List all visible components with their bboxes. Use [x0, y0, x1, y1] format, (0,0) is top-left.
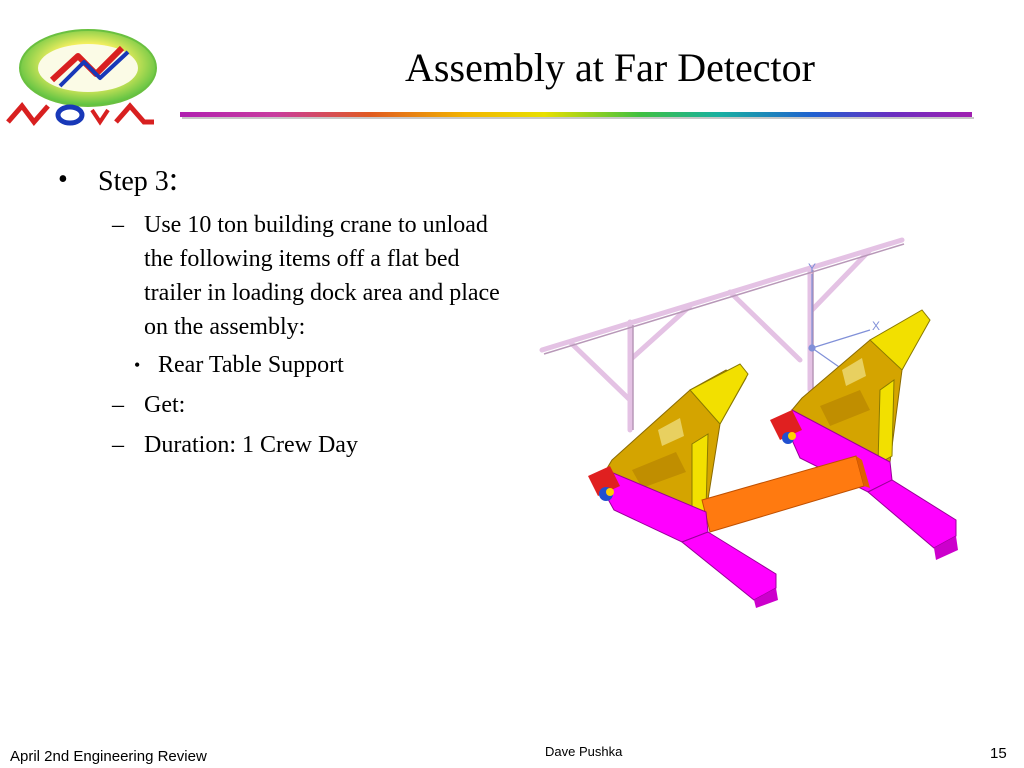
dash-marker: –: [112, 212, 124, 238]
detail-text: Use 10 ton building crane to unload the following items off a flat bed trailer in loading dock area and place on the assembly:: [144, 212, 500, 340]
slide-title: Assembly at Far Detector: [405, 45, 815, 90]
nova-logo: [0, 18, 165, 128]
sub-item-text: Rear Table Support: [158, 352, 344, 378]
detail-text: Get:: [144, 392, 186, 418]
slide-number: 15: [990, 745, 1007, 762]
bullet-step: [58, 160, 518, 462]
axis-label-y: Y: [808, 261, 817, 275]
crossbeam: [702, 456, 870, 532]
dash-marker: –: [112, 432, 124, 458]
footer-author: Dave Pushka: [545, 744, 623, 759]
footer-event: April 2nd Engineering Review: [10, 748, 207, 765]
assembly-cad-image: [530, 230, 970, 610]
step-label: Step 3: [98, 166, 169, 197]
step-colon: :: [168, 161, 179, 198]
item-list: [134, 348, 518, 382]
dash-marker: –: [112, 392, 124, 418]
title-rule-shadow: [182, 117, 974, 119]
slide-body: [58, 160, 518, 468]
detail-item: [98, 388, 518, 422]
sub-bullet-marker: •: [134, 355, 141, 375]
detail-item: [98, 208, 518, 382]
sub-item: [114, 348, 518, 382]
detail-text: Duration: 1 Crew Day: [144, 432, 358, 458]
detail-item: [98, 428, 518, 462]
logo-wordmark: [8, 106, 154, 123]
bullet-marker: •: [58, 164, 68, 195]
step-details: [98, 208, 518, 462]
axis-label-x: X: [872, 319, 881, 333]
